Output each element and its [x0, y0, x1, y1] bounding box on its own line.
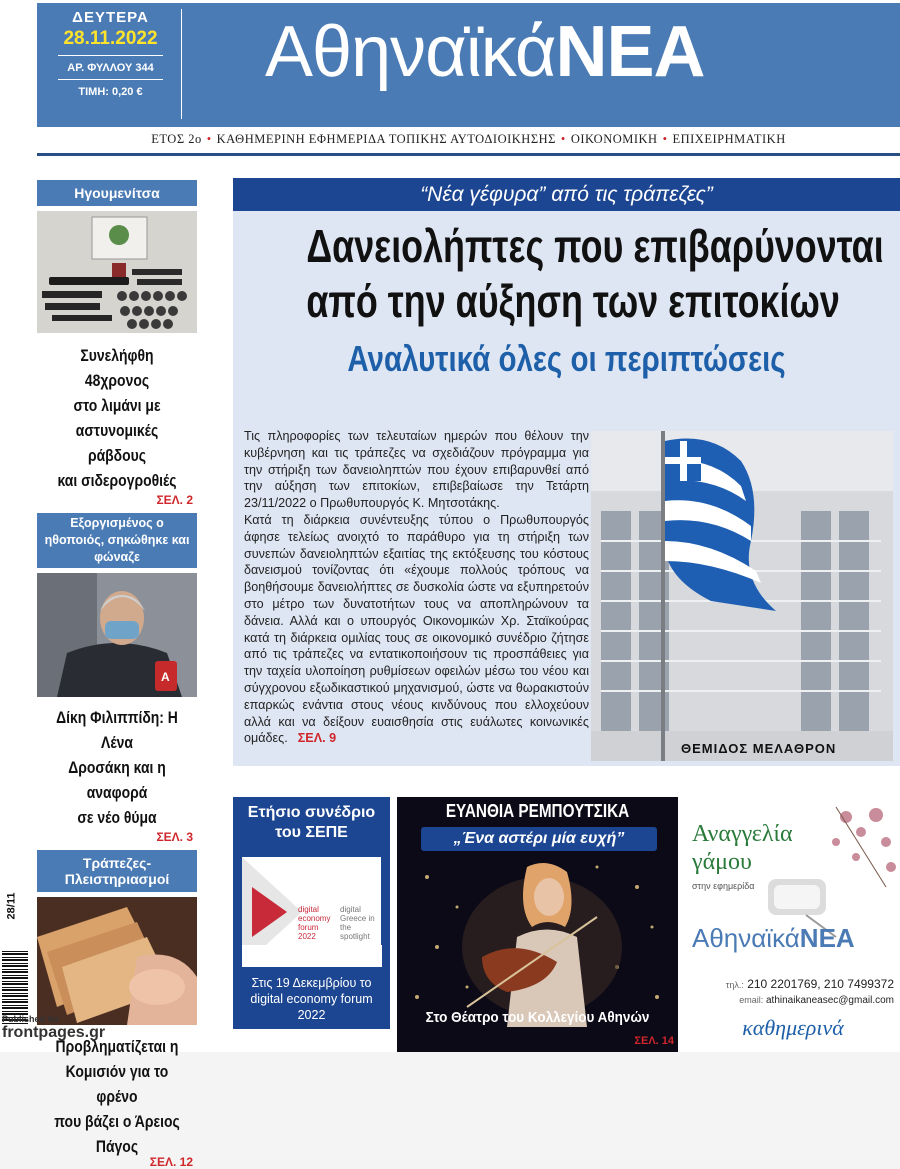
story-headline-line: που βάζει ο Άρειος Πάγος [54, 1112, 180, 1156]
left-story[interactable] [37, 850, 197, 1169]
issue-day: ΔΕΥΤΕΡΑ [72, 9, 149, 26]
main-article-body [244, 428, 589, 747]
ad-title: γάμου [692, 849, 752, 875]
story-headline-line: και σιδερογροθιές [57, 471, 177, 490]
sepe-caption: Στις 19 Δεκεμβρίου το digital economy forum 2022 [250, 976, 373, 1022]
photo-seized-weapons [37, 211, 197, 333]
watermark [2, 1014, 105, 1042]
forum-banner-subtitle: digital Greece in the spotlight [340, 905, 375, 941]
story-headline-line: Συνελήφθη 48χρονος [80, 346, 154, 390]
ad-logo [692, 923, 855, 954]
photo-caption: ΘΕΜΙΔΟΣ ΜΕΛΑΘΡΟΝ [681, 741, 837, 756]
photo-actor [37, 573, 197, 697]
logo-light-text: Αθηναϊκά [265, 12, 556, 92]
article-paragraph: Τις πληροφορίες των τελευταίων ημερών που θέλουν την κυβέρνηση και τις τράπεζες να σχεδιάζουν πρόγραμμα για την στήριξη των δανειοληπτών που έχουν επιβαρυνθεί από την αύξηση των επιτοκίων, επιβεβαίωσε την Τετάρτη 23/11/2022 ο Πρωθυπουργός Κ. Μητσοτάκης. [244, 429, 589, 511]
story-headline-line: αστυνομικές ράβδους [75, 421, 159, 465]
page-reference: ΣΕΛ. 3 [156, 830, 193, 844]
ad-email-label: email: [739, 995, 764, 1005]
date-box [54, 9, 167, 98]
main-headline-line: Δανειολήπτες που επιβαρύνονται [306, 220, 884, 272]
section-header: Τράπεζες- Πλειστηριασμοί [37, 850, 197, 892]
newspaper-logo[interactable] [265, 11, 705, 93]
ad-email-value: athinaikaneasec@gmail.com [766, 995, 894, 1006]
ad-logo-light: Αθηναϊκά [692, 923, 800, 953]
page-reference: ΣΕΛ. 2 [156, 493, 193, 507]
concert-artist: ΕΥΑΝΘΙΑ ΡΕΜΠΟΥΤΣΙΚΑ [445, 801, 630, 821]
tagline-business: ΕΠΙΧΕΙΡΗΜΑΤΙΚΗ [672, 132, 786, 146]
left-story[interactable] [37, 180, 197, 507]
sepe-panel [233, 797, 390, 1041]
bullet-icon: • [206, 132, 212, 146]
ad-phone-label: τηλ.: [725, 980, 744, 990]
sepe-title: Ετήσιο συνέδριο [247, 804, 376, 821]
story-headline-line: Δίκη Φιλιππίδη: Η Λένα [56, 708, 178, 752]
masthead-rule [37, 153, 900, 156]
photo-court-flag [591, 431, 893, 761]
masthead-divider [181, 9, 182, 119]
headline-block [37, 343, 197, 493]
tagline-type: ΚΑΘΗΜΕΡΙΝΗ ΕΦΗΜΕΡΙΔΑ ΤΟΠΙΚΗΣ ΑΥΤΟΔΙΟΙΚΗΣΗΣ [216, 132, 556, 146]
section-header: Ηγουμενίτσα [37, 180, 197, 206]
headline-block [37, 705, 197, 830]
issue-price: ΤΙΜΗ: 0,20 € [78, 86, 143, 98]
story-headline-line: στο λιμάνι με [73, 396, 161, 415]
tagline-economy: ΟΙΚΟΝΟΜΙΚΗ [570, 132, 658, 146]
page-reference: ΣΕΛ. 9 [297, 731, 337, 746]
masthead [37, 3, 900, 127]
forum-banner [242, 857, 381, 967]
main-kicker: “Νέα γέφυρα” από τις τράπεζες” [233, 178, 900, 211]
main-headline-line: από την αύξηση των επιτοκίων [306, 275, 840, 327]
concert-title: „Ένα αστέρι μία ευχή” [421, 827, 657, 851]
ad-footer: καθημερινά [742, 1015, 844, 1040]
article-text: Κατά τη διάρκεια συνέντευξης τύπου ο Πρωθυπουργός άφησε τελείως ανοιχτό το παράθυρο για τη στήριξη των συνεπών δανειοληπτών εξαιτίας της εκτόξευσης του κόστους δανεισμού τονίζοντας ότι «έχουμε πολλούς τρόπους να βοηθήσουμε δανειολήπτες σε δυσκολία ώστε να εξυπηρετούν στο μέτρο των δυνατοτήτων τους να αποπληρώνουν τα δάνεια. Αλλά και ο υπουργός Οικονομικών Χρ. Σταϊκούρας κατά τη διάρκεια ομιλίας τους σε οικονομικό συνέδριο ζήτησε από τις τράπεζες να εντατικοποιήσουν τις προσπάθειες για την ταχεία υλοποίηση ρυθμίσεων οφειλών μέσω του νέου και σύγχρονου εξωδικαστικού μηχανισμού, ώστε να θωρακιστούν επαρκώς ενάντια στους νέους κινδύνους που ελλοχεύουν αλλά και να δείξουν ευαισθησία στις ευάλωτες κοινωνικές ομάδες. [244, 512, 589, 746]
section-header: Εξοργισμένος ο ηθοποιός, σηκώθηκε και φώναζε [37, 513, 197, 568]
page-reference: ΣΕΛ. 12 [149, 1155, 193, 1169]
main-story[interactable] [233, 178, 900, 766]
story-headline-line: Κομισιόν για το φρένο [65, 1062, 169, 1106]
date-divider [58, 79, 163, 80]
story-headline-line: Δροσάκη και η αναφορά [68, 758, 166, 802]
date-divider [58, 55, 163, 56]
headline-block [37, 1034, 197, 1159]
barcode [2, 950, 28, 1024]
ad-logo-bold: ΝΕΑ [799, 923, 855, 953]
wedding-ad[interactable] [686, 797, 900, 1052]
tagline-year: ΕΤΟΣ 2ο [151, 132, 202, 146]
concert-box[interactable] [397, 797, 678, 1052]
ad-small: στην εφημερίδα [692, 881, 755, 891]
issue-date: 28.11.2022 [63, 28, 158, 49]
svg-text:A: A [161, 670, 170, 684]
story-headline-line: Προβληματίζεται η [55, 1037, 179, 1056]
left-story[interactable] [37, 513, 197, 844]
watermark-site: frontpages.gr [2, 1024, 106, 1041]
article-paragraph [244, 512, 589, 747]
bullet-icon: • [662, 132, 668, 146]
ad-email [692, 995, 894, 1006]
watermark-line: Published for [2, 1014, 60, 1024]
tagline [37, 132, 900, 147]
side-date: 28/11 [5, 892, 18, 920]
concert-caption: Στο Θέατρο του Κολλεγίου Αθηνών [425, 1009, 650, 1026]
ad-title: Αναγγελία [692, 821, 793, 847]
bullet-icon: • [560, 132, 566, 146]
sepe-title: του ΣΕΠΕ [275, 824, 348, 841]
ad-phone-value: 210 2201769, 210 7499372 [747, 977, 894, 991]
logo-bold-text: ΝΕΑ [555, 12, 705, 92]
photo-banknotes [37, 897, 197, 1025]
ad-phone [692, 977, 894, 991]
story-headline-line: σε νέο θύμα [77, 808, 157, 827]
page-reference: ΣΕΛ. 13 [347, 1029, 387, 1041]
forum-banner-title: digital economy forum 2022 [298, 905, 331, 941]
issue-number: ΑΡ. ΦΥΛΛΟΥ 344 [67, 62, 154, 74]
page-reference: ΣΕΛ. 14 [634, 1035, 674, 1047]
main-subhead: Αναλυτικά όλες οι περιπτώσεις [347, 338, 786, 379]
sepe-box[interactable] [233, 797, 390, 1052]
